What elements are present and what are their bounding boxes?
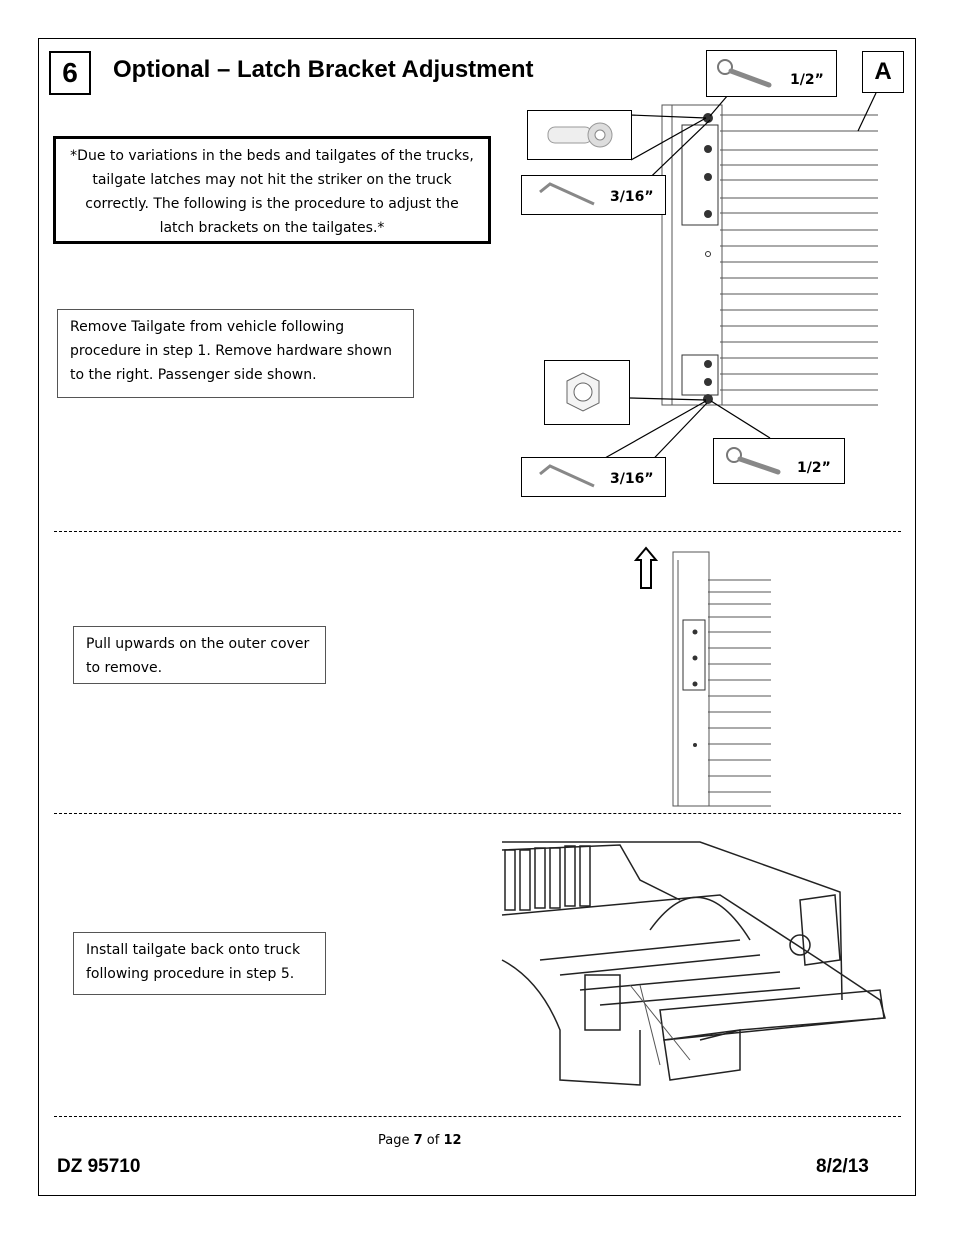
step-number: 6 [49, 51, 91, 95]
view-letter: A [862, 51, 904, 93]
wrench-size-label: 1/2” [797, 460, 831, 476]
variation-note: *Due to variations in the beds and tailgates of the trucks, tailgate latches may not hit the striker on the truck correctly. The following is the procedure to adjust the latch brackets on the tailgates.* [53, 136, 491, 244]
document-id: DZ 95710 [57, 1156, 141, 1177]
wrench-size-label: 1/2” [790, 72, 824, 88]
page-title: Optional – Latch Bracket Adjustment [113, 56, 534, 83]
hex-key-size-label: 3/16” [610, 471, 654, 487]
section-divider [54, 1116, 901, 1117]
step-remove-cover: Pull upwards on the outer cover to remove. [73, 626, 326, 684]
hex-key-size-label: 3/16” [610, 189, 654, 205]
step-install-tailgate: Install tailgate back onto truck following procedure in step 5. [73, 932, 326, 995]
document-date: 8/2/13 [816, 1156, 869, 1177]
step-remove-tailgate: Remove Tailgate from vehicle following procedure in step 1. Remove hardware shown to the right. Passenger side shown. [57, 309, 414, 398]
page-number: Page 7 of 12 [378, 1133, 462, 1148]
